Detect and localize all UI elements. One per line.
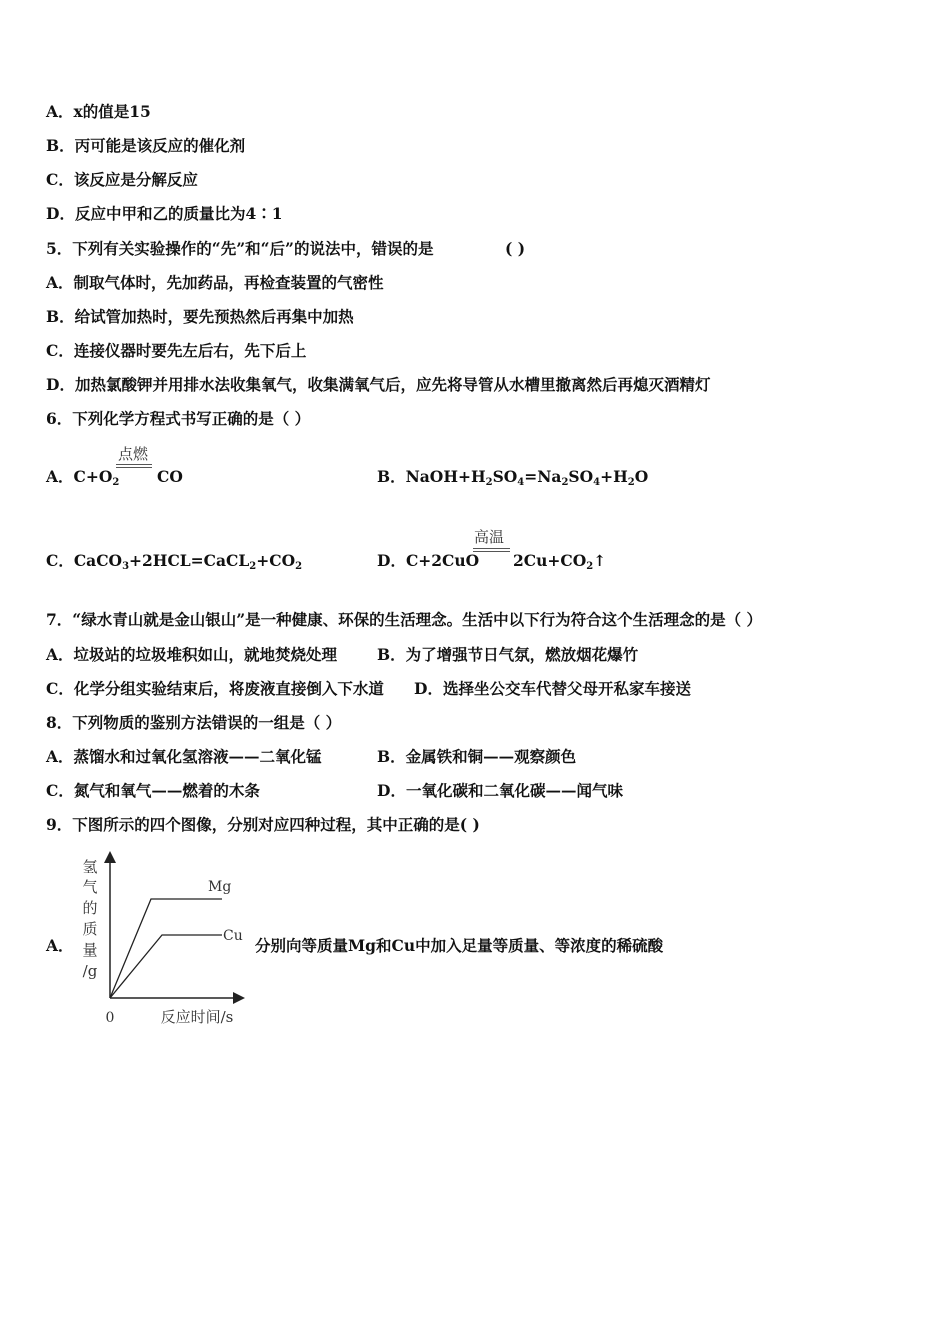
q6-option-a-equal-sign [116, 464, 152, 468]
q5-option-c: C．连接仪器时要先左后右，先下后上 [46, 341, 307, 360]
y-label-char: 氢 [82, 858, 98, 876]
y-label-char: 质 [82, 920, 98, 938]
q6-option-a-condition: 点燃 [118, 445, 149, 463]
q7-stem: 7．“绿水青山就是金山银山”是一种健康、环保的生活理念。生活中以下行为符合这个生活理念的是（ ） [46, 610, 763, 629]
q9-option-a-label: A． [46, 936, 74, 955]
q4-option-a: A．x的值是15 [46, 102, 151, 121]
q6-stem: 6．下列化学方程式书写正确的是（ ） [46, 409, 311, 428]
q4-option-d: D．反应中甲和乙的质量比为4∶1 [46, 204, 283, 223]
q6-option-d-reactants: D．C+2CuO [377, 551, 480, 570]
q5-option-d: D．加热氯酸钾并用排水法收集氧气，收集满氧气后，应先将导管从水槽里撤离然后再熄灭酒精灯 [46, 375, 711, 394]
cu-series-line [110, 935, 222, 998]
mg-series-label: Mg [208, 879, 232, 895]
q5-option-b: B．给试管加热时，要先预热然后再集中加热 [46, 307, 354, 326]
q6-option-a-product: CO [157, 467, 183, 486]
q6-option-d-product: $2Cu+CO_2↑$ [513, 551, 607, 572]
q8-option-d: D．一氧化碳和二氧化碳——闻气味 [377, 781, 623, 800]
mg-series-line [110, 899, 222, 998]
q7-option-d: D．选择坐公交车代替父母开私家车接送 [414, 679, 691, 698]
y-label-char: /g [82, 962, 98, 980]
origin-label: 0 [105, 1010, 115, 1026]
q6-option-d-condition: 高温 [474, 528, 505, 546]
q5-option-a: A．制取气体时，先加药品，再检查装置的气密性 [46, 273, 384, 292]
q7-option-a: A．垃圾站的垃圾堆积如山，就地焚烧处理 [46, 645, 338, 664]
q9-option-a-graph [76, 848, 256, 1030]
q8-stem: 8．下列物质的鉴别方法错误的一组是（ ） [46, 713, 342, 732]
q8-option-a: A．蒸馏水和过氧化氢溶液——二氧化锰 [46, 747, 322, 766]
q6-option-a-reactants: A．$C+O_2$ [46, 467, 120, 488]
q7-option-b: B．为了增强节日气氛，燃放烟花爆竹 [377, 645, 639, 664]
q9-stem: 9．下图所示的四个图像，分别对应四种过程，其中正确的是( ) [46, 815, 480, 834]
x-axis-label: 反应时间/s [160, 1008, 234, 1026]
q6-option-c: C．$CaCO_3+2HCL=CaCL_2+CO_2$ [46, 551, 303, 572]
q8-option-b: B．金属铁和铜——观察颜色 [377, 747, 577, 766]
y-axis-label [82, 858, 97, 980]
q4-option-c: C．该反应是分解反应 [46, 170, 198, 189]
q9-option-a-description: 分别向等质量Mg和Cu中加入足量等质量、等浓度的稀硫酸 [255, 936, 664, 955]
y-label-char: 的 [82, 899, 98, 917]
q4-option-b: B．丙可能是该反应的催化剂 [46, 136, 246, 155]
q8-option-c: C．氮气和氧气——燃着的木条 [46, 781, 260, 800]
q6-option-b: B．$NaOH+H_2SO_4=Na_2SO_4+H_2O$ [377, 467, 649, 488]
q7-option-c: C．化学分组实验结束后，将废液直接倒入下水道 [46, 679, 384, 698]
y-label-char: 气 [82, 878, 98, 896]
q5-stem: 5．下列有关实验操作的“先”和“后”的说法中，错误的是 [46, 239, 434, 258]
y-label-char: 量 [82, 941, 98, 959]
cu-series-label: Cu [223, 928, 243, 944]
q6-option-d-equal-sign [473, 548, 510, 552]
q5-answer-paren: ( ) [505, 239, 526, 258]
